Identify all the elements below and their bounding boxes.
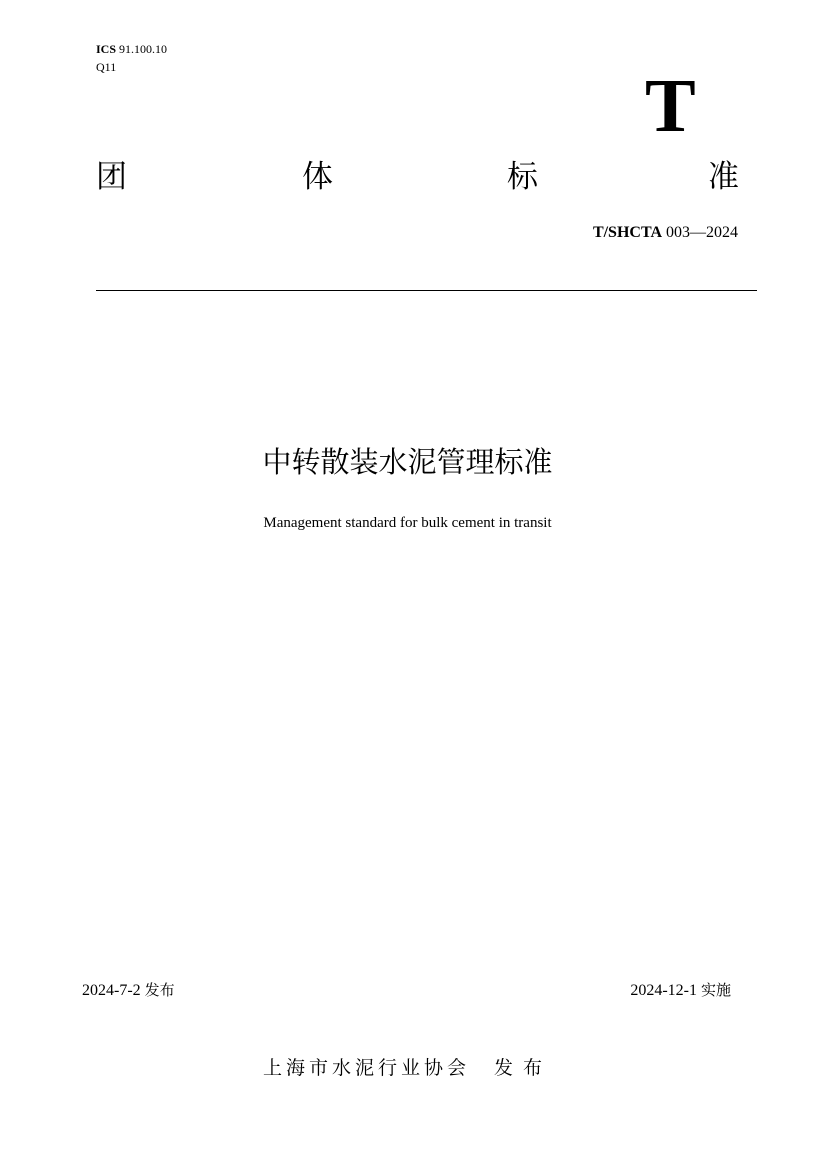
category-char-4: 准 xyxy=(708,159,739,195)
ics-code: 91.100.10 xyxy=(119,42,168,56)
header-divider xyxy=(96,290,757,291)
publish-label: 发布 xyxy=(144,981,175,999)
implement-date-line xyxy=(630,980,731,1001)
ics-line xyxy=(96,42,167,56)
implement-date: 2024-12-1 xyxy=(630,982,697,999)
publish-date: 2024-7-2 xyxy=(82,982,141,999)
publish-date-line xyxy=(82,980,175,1001)
standard-number xyxy=(593,224,738,242)
title-chinese: 中转散装水泥管理标准 xyxy=(262,445,553,479)
standard-type-mark: T xyxy=(645,64,696,148)
ics-label: ICS xyxy=(96,42,117,56)
standard-prefix: T/SHCTA xyxy=(592,224,662,241)
category-char-1: 团 xyxy=(96,159,127,195)
classification-code: Q11 xyxy=(96,60,117,74)
issuer-name: 上海市水泥行业协会 xyxy=(262,1057,470,1079)
implement-label: 实施 xyxy=(700,981,731,999)
category-char-3: 标 xyxy=(507,159,538,195)
title-english: Management standard for bulk cement in transit xyxy=(263,515,552,531)
standard-number-value: 003—2024 xyxy=(666,224,738,241)
issuer-action: 发布 xyxy=(494,1057,553,1079)
issuer-line xyxy=(0,1056,815,1080)
category-char-2: 体 xyxy=(302,159,333,195)
